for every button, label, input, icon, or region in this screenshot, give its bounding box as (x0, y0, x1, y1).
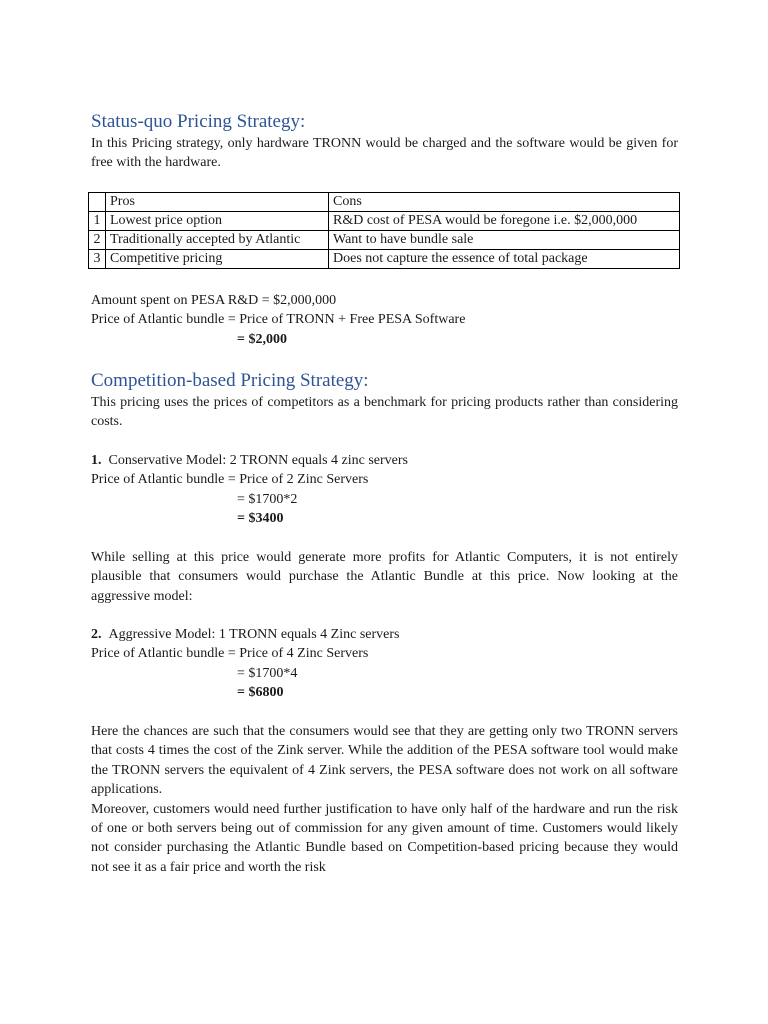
table-row (89, 212, 680, 231)
conservative-model (91, 451, 678, 529)
calc-line: = $1700*2 (237, 491, 298, 507)
table-cell-cons: Want to have bundle sale (329, 231, 680, 250)
calc-result: = $3400 (237, 511, 284, 527)
calc-line: Price of Atlantic bundle = Price of 4 Zinc Servers (91, 646, 369, 662)
table-cell-num: 1 (89, 212, 106, 231)
table-row (89, 231, 680, 250)
model-title: Aggressive Model: 1 TRONN equals 4 Zinc servers (108, 627, 400, 642)
table-header-row (89, 193, 680, 212)
table-cell-cons: Does not capture the essence of total package (329, 250, 680, 269)
table-cell-num: 3 (89, 250, 106, 269)
model-number: 2. (91, 627, 102, 642)
status-quo-heading: Status-quo Pricing Strategy: (91, 111, 306, 132)
model-title-line (91, 625, 678, 644)
status-quo-calculation (91, 291, 678, 349)
table-cell-pros: Lowest price option (106, 212, 329, 231)
final-analysis (91, 722, 678, 877)
table-header-cell (89, 193, 106, 212)
calc-result: = $6800 (237, 685, 284, 701)
calc-result: = $2,000 (237, 331, 287, 347)
table-cell-cons: R&D cost of PESA would be foregone i.e. $2,000,000 (329, 212, 680, 231)
table-header-cell: Cons (329, 193, 680, 212)
calc-line: = $1700*4 (237, 665, 298, 681)
competition-heading: Competition-based Pricing Strategy: (91, 370, 369, 391)
table-header-cell: Pros (106, 193, 329, 212)
competition-intro: This pricing uses the prices of competitors as a benchmark for pricing products rather than considering costs. (91, 395, 678, 430)
aggressive-model (91, 625, 678, 703)
final-paragraph: Moreover, customers would need further justification to have only half of the hardware and run the risk of one or both servers being out of commission for any given amount of time. Customers would likely not consider purchasing the Atlantic Bundle based on Competition-based pricing because they would not see it as a fair price and worth the risk (91, 801, 678, 875)
final-paragraph: Here the chances are such that the consumers would see that they are getting only two TRONN servers that costs 4 times the cost of the Zink server. While the addition of the PESA software tool would make the TRONN servers the equivalent of 4 Zink servers, the PESA software does not work on all software applications. (91, 724, 678, 798)
table-cell-num: 2 (89, 231, 106, 250)
calc-line: Price of Atlantic bundle = Price of TRONN + Free PESA Software (91, 312, 466, 328)
model-title: Conservative Model: 2 TRONN equals 4 zinc servers (108, 453, 409, 468)
pros-cons-table (88, 192, 680, 269)
table-cell-pros: Competitive pricing (106, 250, 329, 269)
model-title-line (91, 451, 678, 470)
model-number: 1. (91, 453, 102, 468)
calc-line: Amount spent on PESA R&D = $2,000,000 (91, 293, 337, 308)
conservative-analysis: While selling at this price would generate more profits for Atlantic Computers, it is not entirely plausible that consumers would purchase the Atlantic Bundle at this price. Now looking at the aggressive model: (91, 550, 678, 604)
calc-line: Price of Atlantic bundle = Price of 2 Zinc Servers (91, 472, 369, 488)
table-row (89, 250, 680, 269)
table-cell-pros: Traditionally accepted by Atlantic (106, 231, 329, 250)
status-quo-intro: In this Pricing strategy, only hardware TRONN would be charged and the software would be given for free with the hardware. (91, 136, 678, 171)
